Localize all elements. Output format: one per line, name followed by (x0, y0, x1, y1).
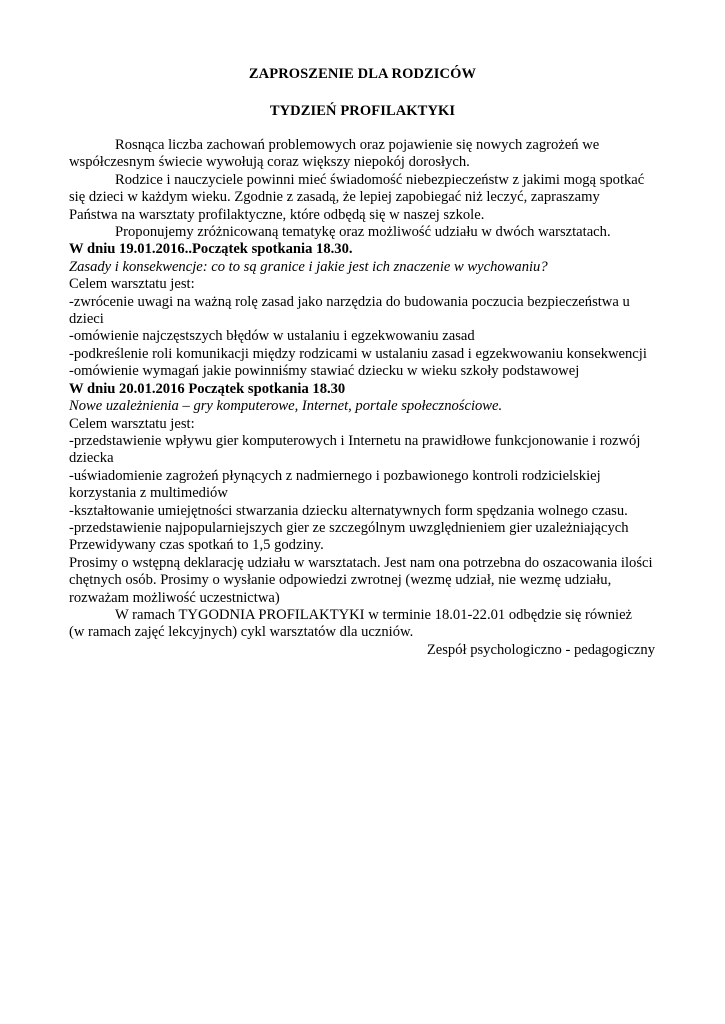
document-subtitle: TYDZIEŃ PROFILAKTYKI (269, 103, 456, 119)
workshop-1-date: W dniu 19.01.2016..Początek spotkania 18.30. (69, 241, 353, 258)
document-title: ZAPROSZENIE DLA RODZICÓW (248, 66, 477, 82)
paragraph-line: się dzieci w każdym wieku. Zgodnie z zasadą, że lepiej zapobiegać niż leczyć, zapraszamy (69, 189, 600, 206)
paragraph-line: Prosimy o wstępną deklarację udziału w warsztatach. Jest nam ona potrzebna do oszacowania ilości (69, 554, 653, 571)
workshop-1-goal-heading: Celem warsztatu jest: (69, 276, 195, 293)
list-item: korzystania z multimediów (69, 485, 228, 502)
workshop-1-topic: Zasady i konsekwencje: co to są granice i jakie jest ich znaczenie w wychowaniu? (69, 258, 548, 275)
paragraph-line: współczesnym świecie wywołują coraz większy niepokój dorosłych. (69, 154, 470, 171)
list-item: -zwrócenie uwagi na ważną rolę zasad jako narzędzia do budowania poczucia bezpieczeństwa u (69, 293, 630, 310)
paragraph-line: (w ramach zajęć lekcyjnych) cykl warsztatów dla uczniów. (69, 624, 414, 641)
workshop-2-goal-heading: Celem warsztatu jest: (69, 415, 195, 432)
paragraph-line: rozważam możliwość uczestnictwa) (69, 589, 280, 606)
workshop-2-date: W dniu 20.01.2016 Początek spotkania 18.30 (69, 380, 346, 397)
list-item: -omówienie wymagań jakie powinniśmy stawiać dziecku w wieku szkoły podstawowej (69, 363, 580, 380)
list-item: dzieci (69, 311, 104, 328)
paragraph-line: Państwa na warsztaty profilaktyczne, które odbędą się w naszej szkole. (69, 206, 485, 223)
paragraph-line: Przewidywany czas spotkań to 1,5 godziny. (69, 537, 324, 554)
list-item: -kształtowanie umiejętności stwarzania dziecku alternatywnych form spędzania wolnego czasu. (69, 502, 628, 519)
list-item: -przedstawienie wpływu gier komputerowych i Internetu na prawidłowe funkcjonowanie i rozwój (69, 432, 641, 449)
paragraph-line: Rosnąca liczba zachowań problemowych oraz pojawienie się nowych zagrożeń we (115, 137, 600, 153)
list-item: -przedstawienie najpopularniejszych gier ze szczególnym uwzględnieniem gier uzależniających (69, 519, 629, 536)
document-body (69, 137, 669, 659)
paragraph-line: chętnych osób. Prosimy o wysłanie odpowiedzi zwrotnej (wezmę udział, nie wezmę udziału, (69, 572, 612, 589)
paragraph-line: Rodzice i nauczyciele powinni mieć świadomość niebezpieczeństw z jakimi mogą spotkać (115, 171, 645, 188)
list-item: -podkreślenie roli komunikacji między rodzicami w ustalaniu zasad i egzekwowaniu konsekwencji (69, 345, 647, 362)
paragraph-line: Proponujemy zróżnicowaną tematykę oraz możliwość udziału w dwóch warsztatach. (115, 224, 611, 241)
list-item: dziecka (69, 450, 114, 467)
workshop-2-topic: Nowe uzależnienia – gry komputerowe, Internet, portale społecznościowe. (69, 398, 503, 415)
signature: Zespół psychologiczno - pedagogiczny (426, 641, 655, 658)
list-item: -omówienie najczęstszych błędów w ustalaniu i egzekwowaniu zasad (69, 328, 475, 345)
list-item: -uświadomienie zagrożeń płynących z nadmiernego i pozbawionego kontroli rodzicielskiej (69, 467, 601, 484)
paragraph-line: W ramach TYGODNIA PROFILAKTYKI w terminie 18.01-22.01 odbędzie się również (115, 606, 633, 623)
